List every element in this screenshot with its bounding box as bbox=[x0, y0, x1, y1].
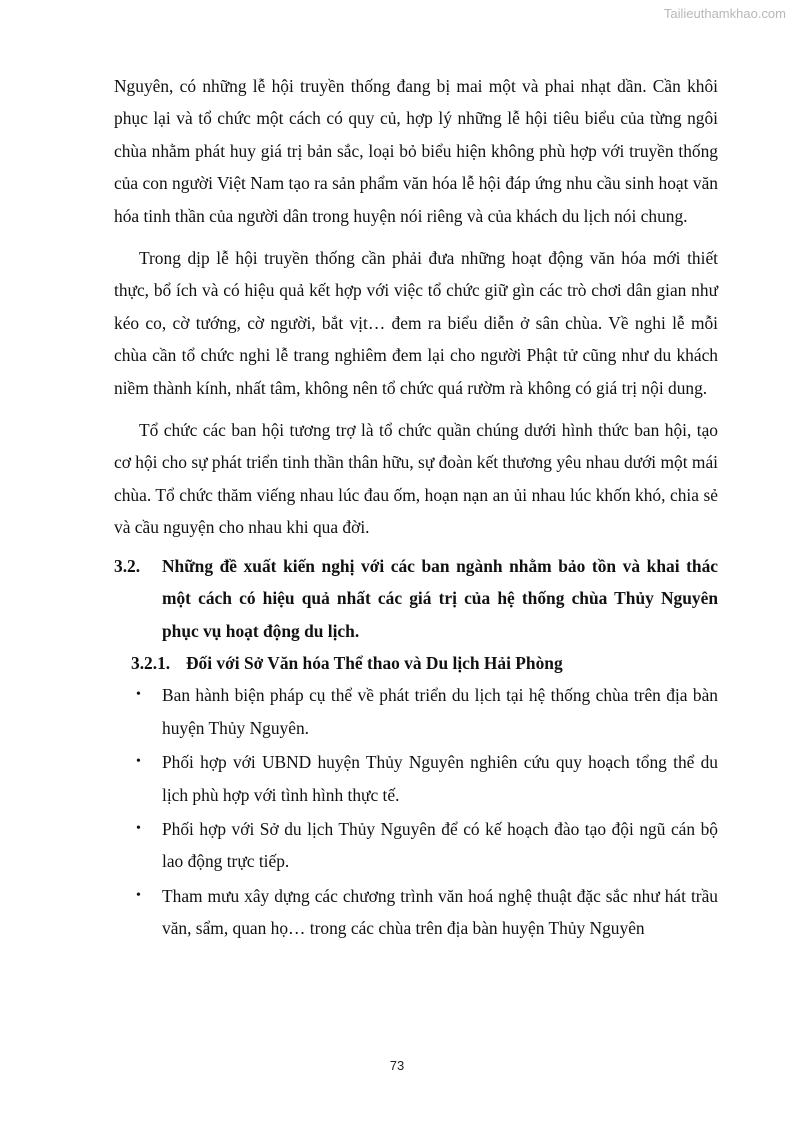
list-item-text: Ban hành biện pháp cụ thể về phát triển du lịch tại hệ thống chùa trên địa bàn huyện Thủy Nguyên. bbox=[162, 685, 718, 738]
list-item-text: Phối hợp với UBND huyện Thủy Nguyên nghiên cứu quy hoạch tổng thể du lịch phù hợp với tình hình thực tế. bbox=[162, 752, 718, 805]
section-heading bbox=[114, 550, 718, 647]
bullet-icon: • bbox=[136, 887, 141, 903]
paragraph: Trong dịp lễ hội truyền thống cần phải đưa những hoạt động văn hóa mới thiết thực, bổ ích và có hiệu quả kết hợp với việc tổ chức giữ gìn các trò chơi dân gian như kéo co, cờ tướng, cờ người, bắt vịt… đem ra biểu diễn ở sân chùa. Về nghi lễ mỗi chùa cần tổ chức nghi lễ trang nghiêm đem lại cho người Phật tử cũng như du khách niềm thành kính, nhất tâm, không nên tổ chức quá rườm rà không có giá trị nội dung. bbox=[114, 248, 718, 398]
page-number: 73 bbox=[389, 1058, 405, 1073]
list-item-text: Phối hợp với Sở du lịch Thủy Nguyên để có kế hoạch đào tạo đội ngũ cán bộ lao động trực tiếp. bbox=[162, 818, 718, 872]
subsection-title: Đối với Sở Văn hóa Thể thao và Du lịch Hải Phòng bbox=[186, 652, 563, 673]
list-item bbox=[114, 813, 718, 878]
bullet-list bbox=[114, 679, 718, 944]
document-body bbox=[114, 70, 718, 947]
section-number: 3.2. bbox=[114, 555, 141, 576]
watermark: Tailieuthamkhao.com bbox=[663, 6, 786, 21]
list-item bbox=[114, 679, 718, 744]
subsection-heading bbox=[131, 647, 718, 679]
bullet-icon: • bbox=[136, 687, 141, 703]
paragraph: Nguyên, có những lễ hội truyền thống đang bị mai một và phai nhạt dần. Cần khôi phục lại và tổ chức một cách có quy củ, hợp lý những lễ hội tiêu biểu của từng ngôi chùa nhằm phát huy giá trị bản sắc, loại bỏ biểu hiện không phù hợp với truyền thống của con người Việt Nam tạo ra sản phẩm văn hóa lễ hội đáp ứng nhu cầu sinh hoạt văn hóa tinh thần của người dân trong huyện nói riêng và của khách du lịch nói chung. bbox=[114, 76, 718, 226]
list-item bbox=[114, 880, 718, 945]
list-item-text: Tham mưu xây dựng các chương trình văn hoá nghệ thuật đặc sắc như hát trầu văn, sẩm, quan họ… trong các chùa trên địa bàn huyện Thủy Nguyên bbox=[162, 885, 718, 939]
bullet-icon: • bbox=[136, 754, 141, 770]
paragraph: Tổ chức các ban hội tương trợ là tổ chức quần chúng dưới hình thức ban hội, tạo cơ hội cho sự phát triển tinh thần thân hữu, sự đoàn kết thương yêu nhau dưới một mái chùa. Tổ chức thăm viếng nhau lúc đau ốm, hoạn nạn an ủi nhau lúc khốn khó, chia sẻ và cầu nguyện cho nhau khi qua đời. bbox=[114, 420, 718, 538]
subsection-number: 3.2.1. bbox=[131, 652, 171, 673]
bullet-icon: • bbox=[136, 820, 141, 836]
list-item bbox=[114, 746, 718, 811]
section-title: Những đề xuất kiến nghị với các ban ngành nhằm bảo tồn và khai thác một cách có hiệu quả nhất các giá trị của hệ thống chùa Thủy Nguyên phục vụ hoạt động du lịch. bbox=[162, 555, 718, 641]
